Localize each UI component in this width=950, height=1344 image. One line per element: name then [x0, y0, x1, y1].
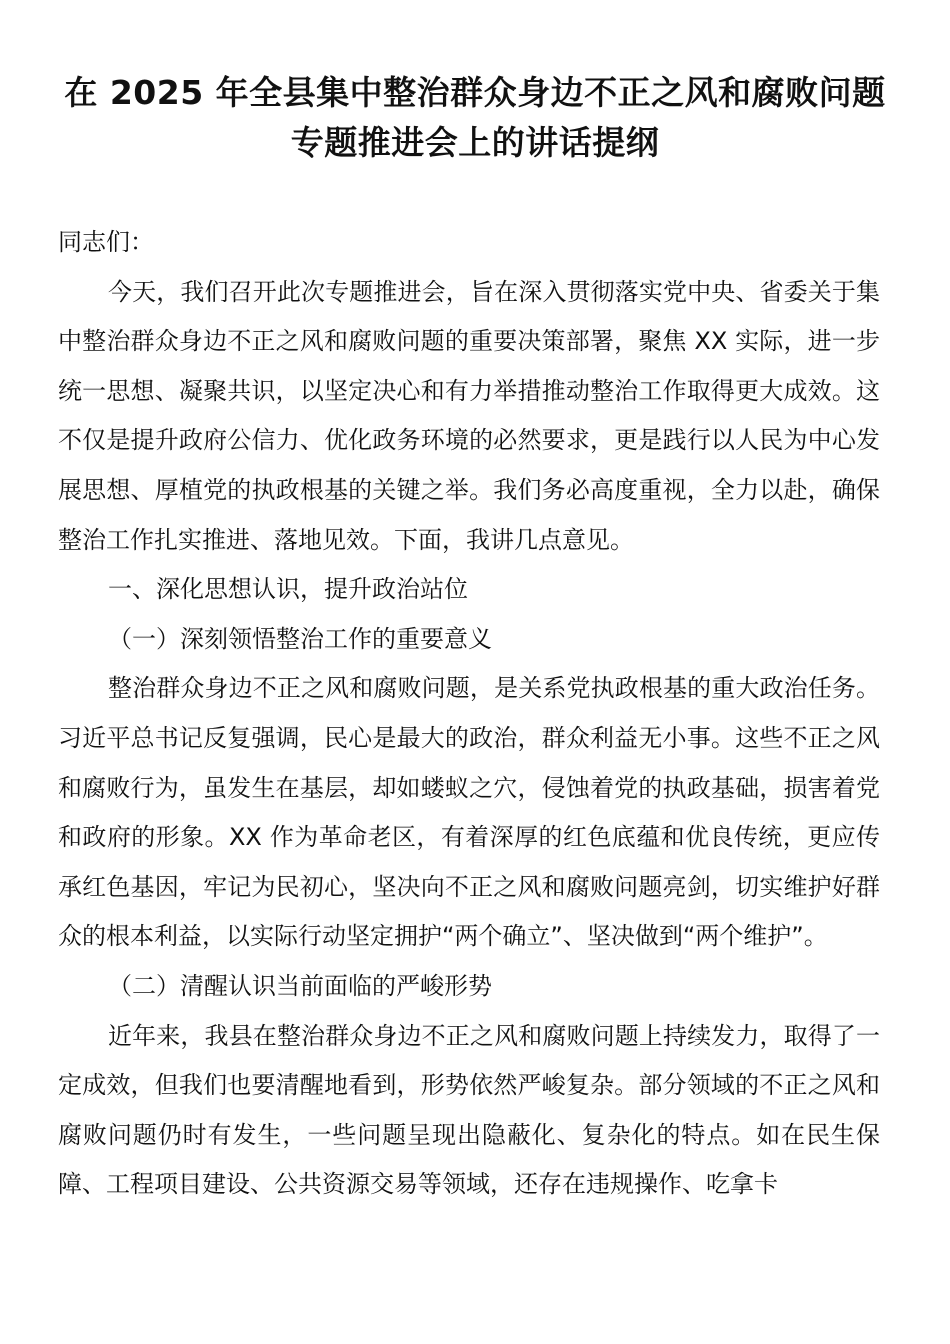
subsection-heading-2: （二）清醒认识当前面临的严峻形势: [108, 971, 492, 1000]
document-body: [58, 218, 880, 1210]
salutation: 同志们：: [58, 228, 154, 256]
intro-paragraph: 今天，我们召开此次专题推进会，旨在深入贯彻落实党中央、省委关于集中整治群众身边不正之风和腐败问题的重要决策部署，聚焦 XX 实际，进一步统一思想、凝聚共识，以坚定决心和有力举措推动整治工作取得更大成效。这不仅是提升政府公信力、优化政务环境的必然要求，更是践行以人民为中心发展思想、厚植党的执政根基的关键之举。我们务必高度重视，全力以赴，确保整治工作扎实推进、落地见效。下面，我讲几点意见。: [58, 277, 880, 554]
document-title: 在 2025 年全县集中整治群众身边不正之风和腐败问题专题推进会上的讲话提纲: [64, 73, 886, 162]
subsection-paragraph-2: 近年来，我县在整治群众身边不正之风和腐败问题上持续发力，取得了一定成效，但我们也要清醒地看到，形势依然严峻复杂。部分领域的不正之风和腐败问题仍时有发生，一些问题呈现出隐蔽化、复杂化的特点。如在民生保障、工程项目建设、公共资源交易等领域，还存在违规操作、吃拿卡: [58, 1021, 880, 1199]
subsection-heading-1: （一）深刻领悟整治工作的重要意义: [108, 624, 492, 653]
section-heading-1: 一、深化思想认识，提升政治站位: [108, 575, 468, 604]
subsection-paragraph-1: 整治群众身边不正之风和腐败问题，是关系党执政根基的重大政治任务。习近平总书记反复强调，民心是最大的政治，群众利益无小事。这些不正之风和腐败行为，虽发生在基层，却如蝼蚁之穴，侵蚀着党的执政基础，损害着党和政府的形象。XX 作为革命老区，有着深厚的红色底蕴和优良传统，更应传承红色基因，牢记为民初心，坚决向不正之风和腐败问题亮剑，切实维护好群众的根本利益，以实际行动坚定拥护“两个确立”、坚决做到“两个维护”。: [58, 674, 880, 951]
